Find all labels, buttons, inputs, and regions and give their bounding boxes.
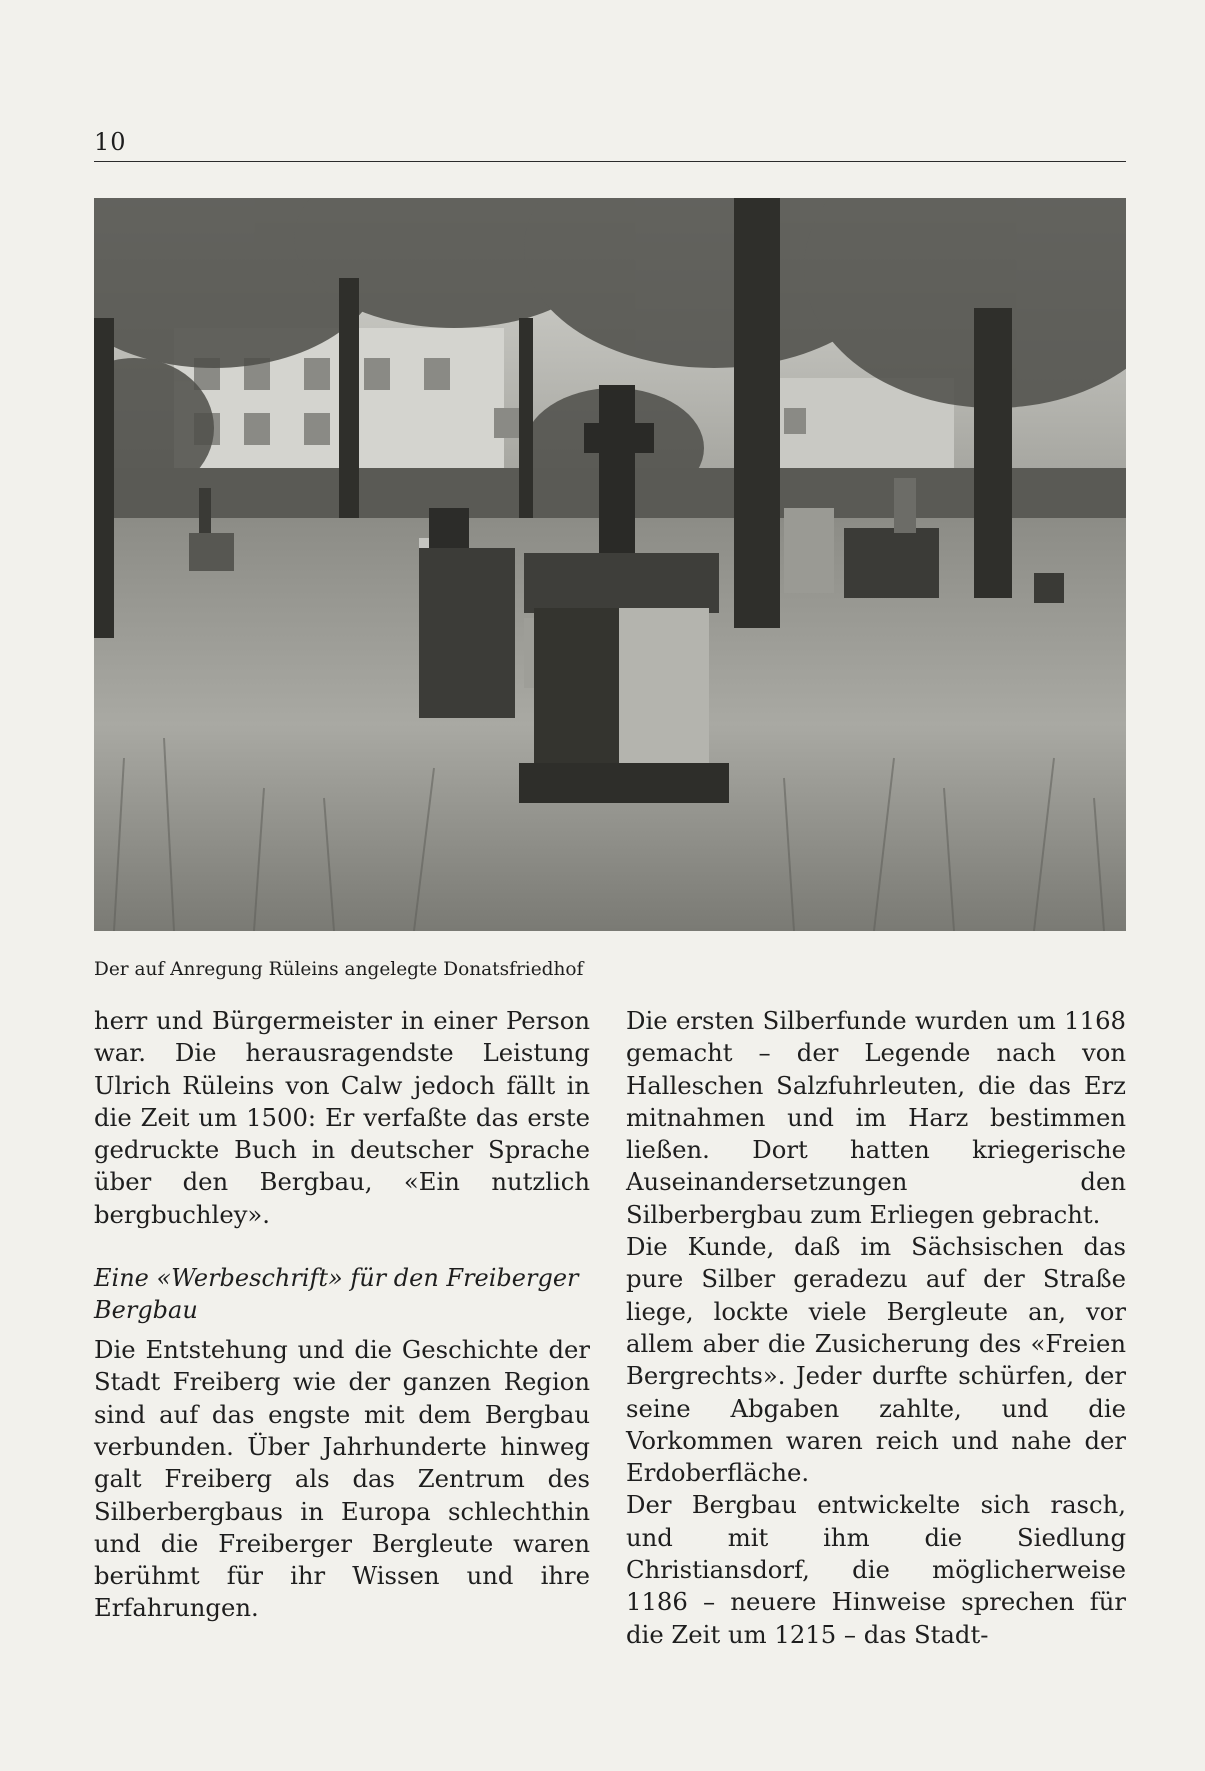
section-heading: Eine «Werbeschrift» für den Freiberger Bergbau — [94, 1264, 579, 1325]
header-rule — [94, 161, 1126, 162]
right-paragraph-1: Die ersten Silberfunde wurden um 1168 gemacht – der Legende nach von Halleschen Salzfuhrleuten, die das Erz mitnahmen und im Harz bestimmen ließen. Dort hatten kriegerische Auseinandersetzungen den Silberbergbau zum Erliegen gebracht. — [626, 1006, 1126, 1229]
right-paragraph-3: Der Bergbau entwickelte sich rasch, und mit ihm die Siedlung Christiansdorf, die möglicherweise 1186 – neuere Hinweise sprechen für die Zeit um 1215 – das Stadt- — [626, 1490, 1126, 1649]
photo-illustration — [94, 198, 1126, 931]
right-column — [626, 1005, 1126, 1651]
page-number: 10 — [94, 128, 127, 156]
left-column — [94, 1005, 590, 1625]
right-paragraph-2: Die Kunde, daß im Sächsischen das pure Silber geradezu auf der Straße liege, lockte viele Bergleute an, vor allem aber die Zusicherung des «Freien Bergrechts». Jeder durfte schürfen, der seine Abgaben zahlte, und die Vorkommen waren reich und nahe der Erdoberfläche. — [626, 1232, 1126, 1488]
figure-caption: Der auf Anregung Rüleins angelegte Donatsfriedhof — [94, 959, 584, 980]
left-paragraph-1: herr und Bürgermeister in einer Person war. Die herausragendste Leistung Ulrich Rüleins von Calw jedoch fällt in die Zeit um 1500: Er verfaßte das erste gedruckte Buch in deutscher Sprache über den Bergbau, «Ein nutzlich bergbuchley». — [94, 1006, 590, 1229]
cemetery-photo — [94, 198, 1126, 931]
left-paragraph-2: Die Entstehung und die Geschichte der Stadt Freiberg wie der ganzen Region sind auf das engste mit dem Bergbau verbunden. Über Jahrhunderte hinweg galt Freiberg als das Zentrum des Silberbergbaus in Europa schlechthin und die Freiberger Bergleute waren berühmt für ihr Wissen und ihre Erfahrungen. — [94, 1335, 590, 1623]
